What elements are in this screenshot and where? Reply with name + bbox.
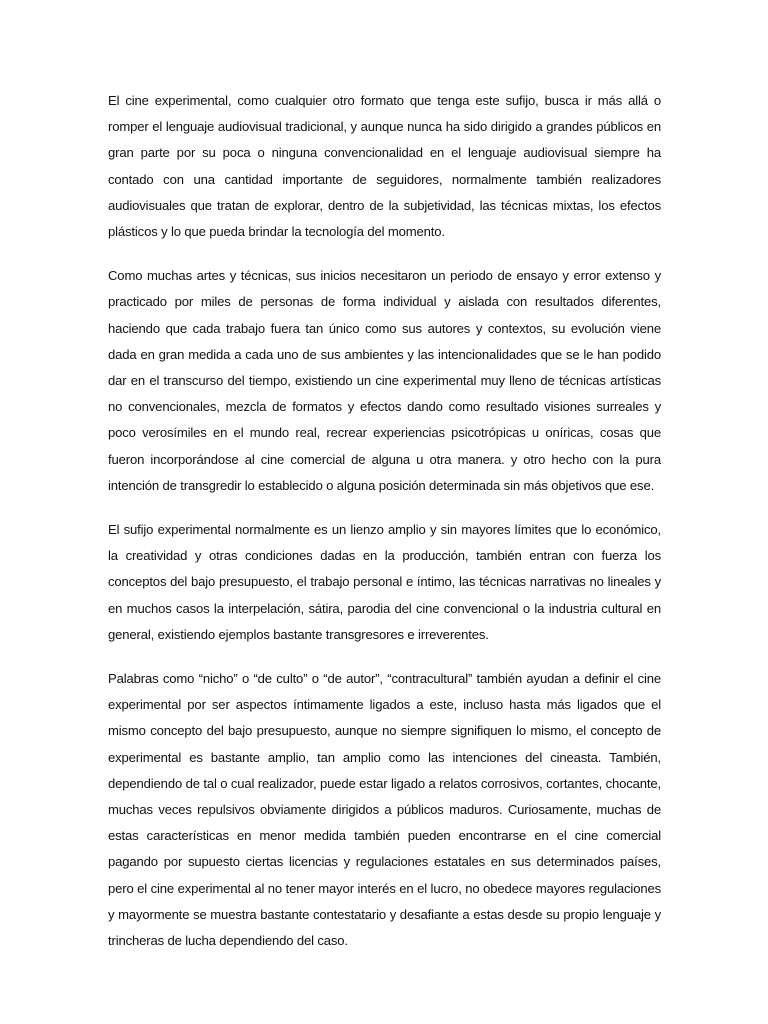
paragraph-1: El cine experimental, como cualquier otro formato que tenga este sufijo, busca ir más allá o romper el lenguaje audiovisual tradicional, y aunque nunca ha sido dirigido a grandes públicos en gran parte por su poca o ninguna convencionalidad en el lenguaje audiovisual siempre ha contado con una cantidad importante de seguidores, normalmente también realizadores audiovisuales que tratan de explorar, dentro de la subjetividad, las técnicas mixtas, los efectos plásticos y lo que pueda brindar la tecnología del momento. [108,93,661,240]
document-page [108,88,661,972]
paragraph-3: El sufijo experimental normalmente es un lienzo amplio y sin mayores límites que lo económico, la creatividad y otras condiciones dadas en la producción, también entran con fuerza los conceptos del bajo presupuesto, el trabajo personal e íntimo, las técnicas narrativas no lineales y en muchos casos la interpelación, sátira, parodia del cine convencional o la industria cultural en general, existiendo ejemplos bastante transgresores e irreverentes. [108,522,661,642]
paragraph-2: Como muchas artes y técnicas, sus inicios necesitaron un periodo de ensayo y error extenso y practicado por miles de personas de forma individual y aislada con resultados diferentes, haciendo que cada trabajo fuera tan único como sus autores y contextos, su evolución viene dada en gran medida a cada uno de sus ambientes y las intencionalidades que se le han podido dar en el transcurso del tiempo, existiendo un cine experimental muy lleno de técnicas artísticas no convencionales, mezcla de formatos y efectos dando como resultado visiones surreales y poco verosímiles en el mundo real, recrear experiencias psicotrópicas u oníricas, cosas que fueron incorporándose al cine comercial de alguna u otra manera. y otro hecho con la pura intención de transgredir lo establecido o alguna posición determinada sin más objetivos que ese. [108,268,661,493]
paragraph-4: Palabras como “nicho” o “de culto” o “de autor”, “contracultural” también ayudan a definir el cine experimental por ser aspectos íntimamente ligados a este, incluso hasta más ligados que el mismo concepto del bajo presupuesto, aunque no siempre signifiquen lo mismo, el concepto de experimental es bastante amplio, tan amplio como las intenciones del cineasta. También, dependiendo de tal o cual realizador, puede estar ligado a relatos corrosivos, cortantes, chocante, muchas veces repulsivos obviamente dirigidos a públicos maduros. Curiosamente, muchas de estas características en menor medida también pueden encontrarse en el cine comercial pagando por supuesto ciertas licencias y regulaciones estatales en sus determinados países, pero el cine experimental al no tener mayor interés en el lucro, no obedece mayores regulaciones y mayormente se muestra bastante contestatario y desafiante a estas desde su propio lenguaje y trincheras de lucha dependiendo del caso. [108,671,661,949]
